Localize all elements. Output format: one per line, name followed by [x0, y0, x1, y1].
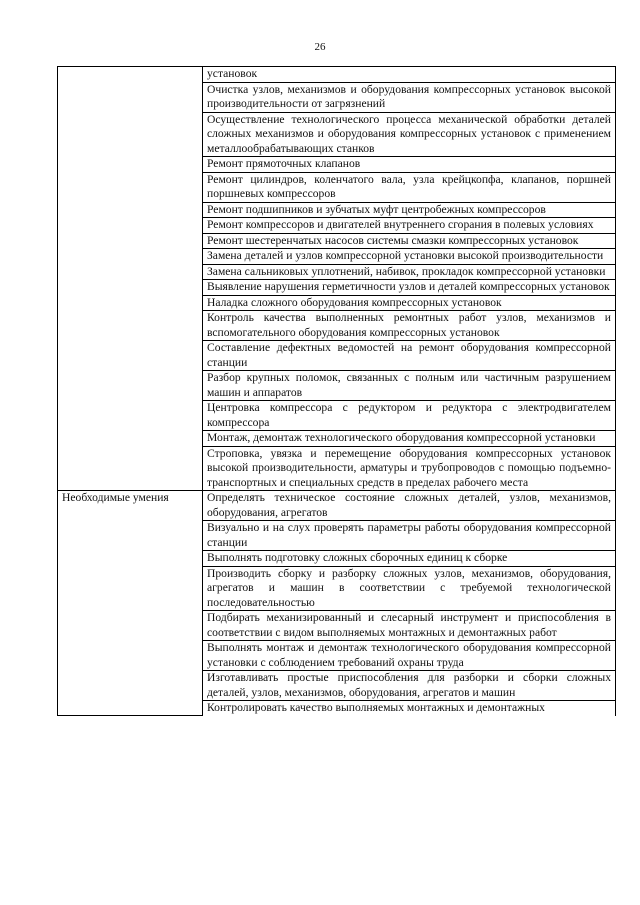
- table-cell: Производить сборку и разборку сложных узлов, механизмов, оборудования, агрегатов и машин в соответствии с требуемой технологической последовательностью: [203, 566, 616, 611]
- skills-table: [57, 66, 616, 716]
- table-cell: Определять техническое состояние сложных деталей, узлов, механизмов, оборудования, агрегатов: [203, 491, 616, 521]
- table-cell: Замена сальниковых уплотнений, набивок, прокладок компрессорной установки: [203, 264, 616, 280]
- table-cell: Контролировать качество выполняемых монтажных и демонтажных: [203, 701, 616, 716]
- table-cell: Ремонт прямоточных клапанов: [203, 157, 616, 173]
- table-cell: Наладка сложного оборудования компрессорных установок: [203, 295, 616, 311]
- table-row: [58, 67, 616, 83]
- table-cell: Очистка узлов, механизмов и оборудования компрессорных установок высокой производительности от загрязнений: [203, 82, 616, 112]
- table-cell: Составление дефектных ведомостей на ремонт оборудования компрессорной станции: [203, 341, 616, 371]
- table-cell: Центровка компрессора с редуктором и редуктора с электродвигателем компрессора: [203, 401, 616, 431]
- table-cell: Монтаж, демонтаж технологического оборудования компрессорной установки: [203, 431, 616, 447]
- category-cell-work-actions: [58, 67, 203, 491]
- table-cell: Ремонт компрессоров и двигателей внутреннего сгорания в полевых условиях: [203, 218, 616, 234]
- table-cell: Визуально и на слух проверять параметры работы оборудования компрессорной станции: [203, 521, 616, 551]
- table-cell: Ремонт цилиндров, коленчатого вала, узла крейцкопфа, клапанов, поршней поршневых компрессоров: [203, 172, 616, 202]
- table-cell: установок: [203, 67, 616, 83]
- table-row: [58, 491, 616, 521]
- table-cell: Строповка, увязка и перемещение оборудования компрессорных установок высокой производительности, арматуры и трубопроводов с помощью подъемно-транспортных и специальных средств в пределах рабочего места: [203, 446, 616, 491]
- table-cell: Подбирать механизированный и слесарный инструмент и приспособления в соответствии с видом выполняемых монтажных и демонтажных работ: [203, 611, 616, 641]
- table-cell: Выполнять монтаж и демонтаж технологического оборудования компрессорной установки с соблюдением требований охраны труда: [203, 641, 616, 671]
- category-cell-required-skills: Необходимые умения: [58, 491, 203, 716]
- table-cell: Замена деталей и узлов компрессорной установки высокой производительности: [203, 249, 616, 265]
- table-cell: Осуществление технологического процесса механической обработки деталей сложных механизмов и оборудования компрессорных установок с применением металлообрабатывающих станков: [203, 112, 616, 157]
- table-cell: Ремонт подшипников и зубчатых муфт центробежных компрессоров: [203, 202, 616, 218]
- table-cell: Контроль качества выполненных ремонтных работ узлов, механизмов и вспомогательного оборудования компрессорных установок: [203, 311, 616, 341]
- table-cell: Изготавливать простые приспособления для разборки и сборки сложных деталей, узлов, механизмов, оборудования, агрегатов и машин: [203, 671, 616, 701]
- table-cell: Выполнять подготовку сложных сборочных единиц к сборке: [203, 551, 616, 567]
- table-cell: Выявление нарушения герметичности узлов и деталей компрессорных установок: [203, 280, 616, 296]
- page-number: 26: [314, 41, 326, 53]
- table-cell: Ремонт шестеренчатых насосов системы смазки компрессорных установок: [203, 233, 616, 249]
- table-cell: Разбор крупных поломок, связанных с полным или частичным разрушением машин и аппаратов: [203, 371, 616, 401]
